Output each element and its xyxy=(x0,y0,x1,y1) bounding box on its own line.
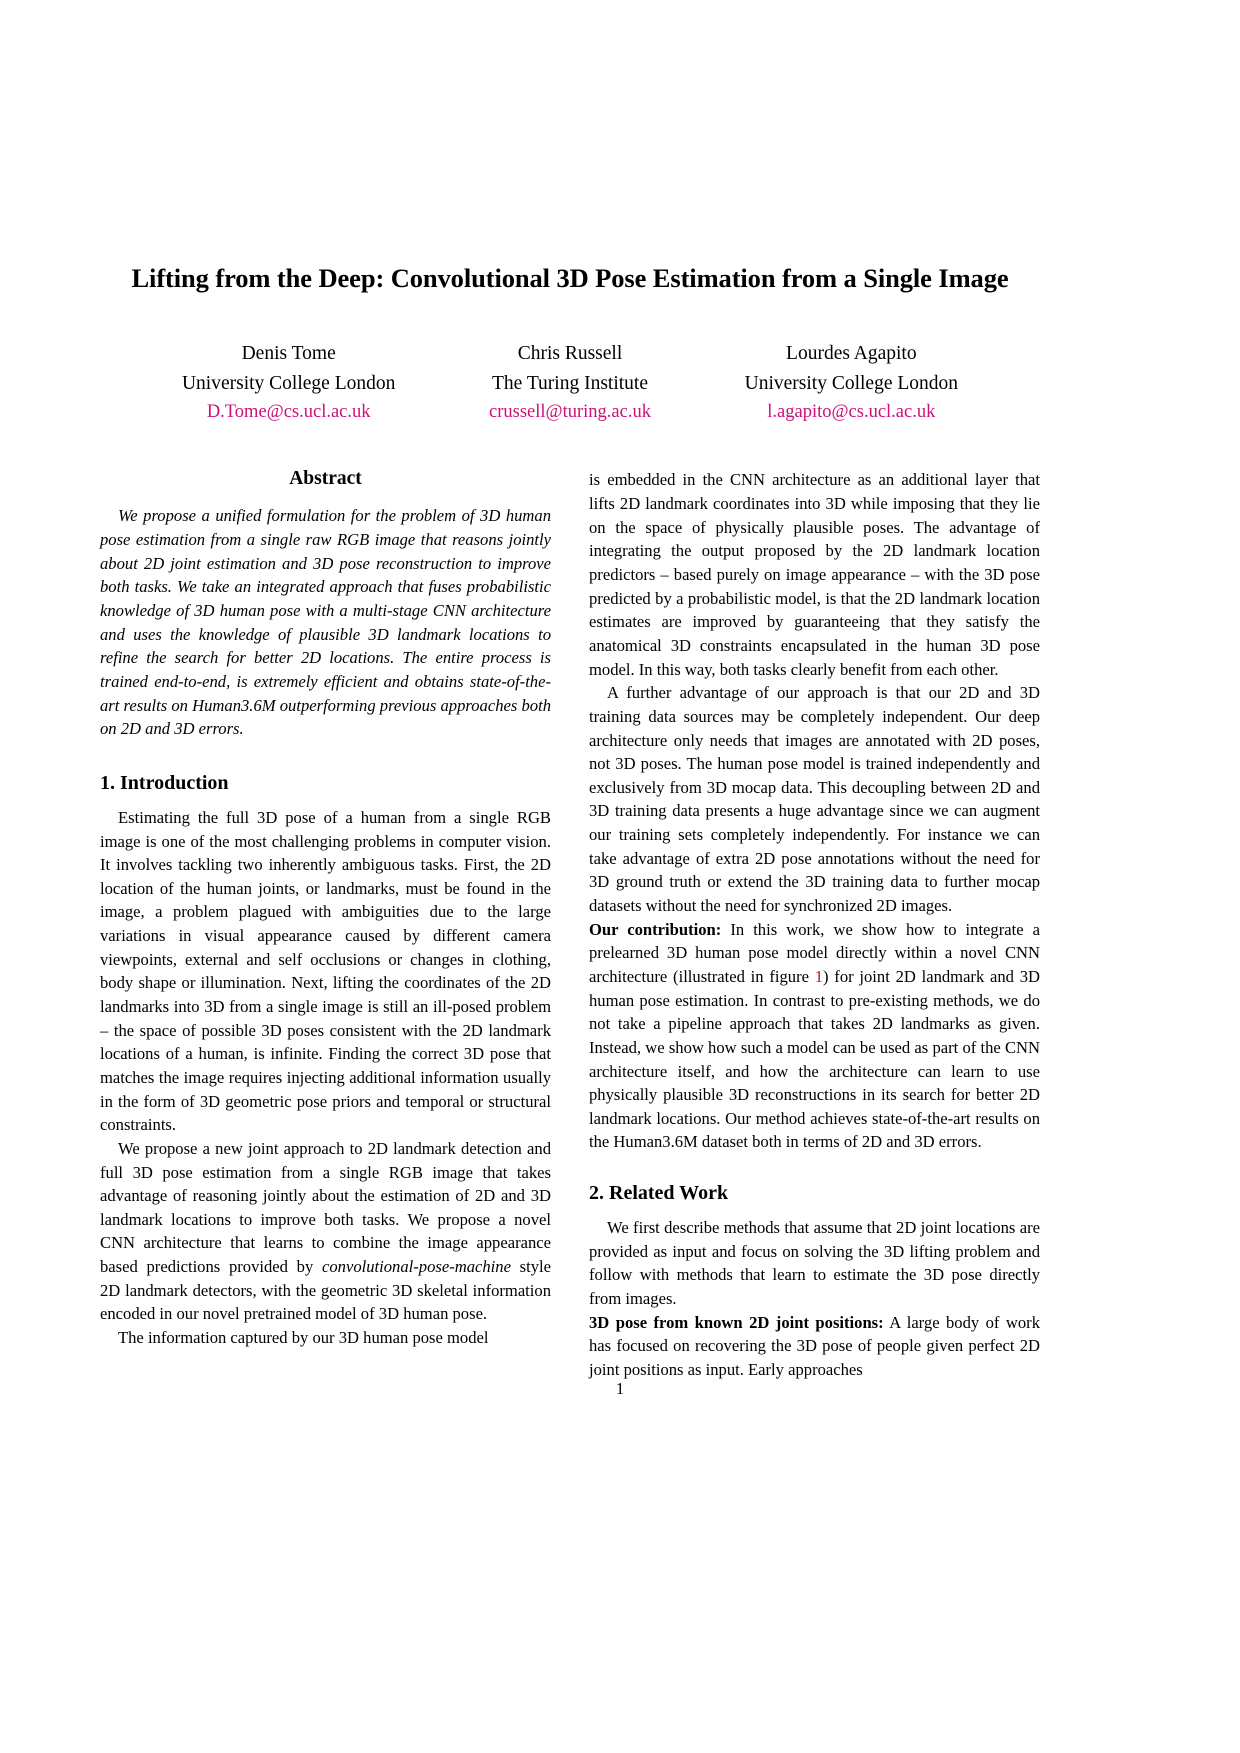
introduction-paragraph-2 xyxy=(100,1137,551,1326)
body-columns xyxy=(100,468,1040,1381)
page-number: 1 xyxy=(615,1379,625,1398)
author-block xyxy=(429,339,710,426)
author-name: Lourdes Agapito xyxy=(786,343,917,365)
paper-content xyxy=(100,262,1040,1382)
author-email[interactable]: l.agapito@cs.ucl.ac.uk xyxy=(767,402,936,423)
author-email[interactable]: crussell@turing.ac.uk xyxy=(489,402,651,423)
author-block xyxy=(148,339,429,426)
page-title: Lifting from the Deep: Convolutional 3D Pose Estimation from a Single Image xyxy=(131,263,1009,293)
related-work-subsection-text: A large body of work has focused on recovering the 3D pose of people given perfect 2D joint positions as input. Early approaches xyxy=(589,1312,1041,1379)
introduction-paragraph-2-part-a: We propose a new joint approach to 2D landmark detection and full 3D pose estimation from a single RGB image that takes advantage of reasoning jointly about the estimation of 2D and 3D landmark locations to improve both tasks. We propose a novel CNN architecture that learns to combine the image appearance based predictions provided by xyxy=(100,1138,551,1277)
left-column xyxy=(100,468,551,1381)
our-contribution-paragraph xyxy=(589,918,1040,1154)
author-list xyxy=(100,339,1040,426)
right-column-paragraph-1: is embedded in the CNN architecture as an additional layer that lifts 2D landmark coordinates into 3D while imposing that they lie on the space of physically plausible poses. The advantage of integrating the output proposed by the 2D landmark location predictors – based purely on image appearance – with the 3D pose predicted by a probabilistic model, is that the 2D landmark location estimates are improved by guaranteeing that they satisfy the anatomical 3D constraints encapsulated in the human 3D pose model. In this way, both tasks clearly benefit from each other. xyxy=(589,470,1040,679)
related-work-subsection-paragraph xyxy=(589,1311,1040,1382)
our-contribution-text-a: In this work, we show how to integrate a prelearned 3D human pose model directly within a novel CNN architecture (illustrated in figure xyxy=(589,919,1040,986)
introduction-paragraph-3: The information captured by our 3D human pose model xyxy=(118,1327,489,1347)
author-affiliation: The Turing Institute xyxy=(491,372,648,394)
related-work-subsection-label: 3D pose from known 2D joint positions: xyxy=(589,1312,884,1332)
author-name: Chris Russell xyxy=(517,343,623,365)
author-name: Denis Tome xyxy=(241,343,336,365)
section-heading-introduction: 1. Introduction xyxy=(100,771,229,794)
our-contribution-text-b: ) for joint 2D landmark and 3D human pose estimation. In contrast to pre-existing methods, we do not take a pipeline approach that takes 2D landmarks as given. Instead, we show how such a model can be used as part of the CNN architecture itself, and how the architecture can learn to use physically plausible 3D reconstructions in its search for better 2D landmark locations. Our method achieves state-of-the-art results on the Human3.6M dataset both in terms of 2D and 3D errors. xyxy=(589,966,1040,1152)
introduction-paragraph-2-emphasis: convolutional-pose-machine xyxy=(322,1257,511,1277)
author-email[interactable]: D.Tome@cs.ucl.ac.uk xyxy=(206,402,371,423)
figure-reference-link[interactable]: 1 xyxy=(814,966,824,986)
our-contribution-label: Our contribution: xyxy=(589,919,722,939)
right-column-paragraph-2: A further advantage of our approach is that our 2D and 3D training data sources may be completely independent. Our deep architecture only needs that images are annotated with 2D poses, not 3D poses. The human pose model is trained independently and exclusively from 3D mocap data. This decoupling between 2D and 3D training data presents a huge advantage since we can augment our training sets completely independently. For instance we can take advantage of extra 2D pose annotations without the need for 3D ground truth or extend the 3D training data to further mocap datasets without the need for synchronized 2D images. xyxy=(589,683,1040,916)
related-work-paragraph-1: We first describe methods that assume that 2D joint locations are provided as input and focus on solving the 3D lifting problem and follow with methods that learn to estimate the 3D pose directly from images. xyxy=(589,1218,1040,1308)
section-heading-related-work: 2. Related Work xyxy=(589,1182,729,1205)
right-column xyxy=(589,468,1040,1381)
abstract-text: We propose a unified formulation for the problem of 3D human pose estimation from a single raw RGB image that reasons jointly about 2D joint estimation and 3D pose reconstruction to improve both tasks. We take an integrated approach that fuses probabilistic knowledge of 3D human pose with a multi-stage CNN architecture and uses the knowledge of plausible 3D landmark locations to refine the search for better 2D locations. The entire process is trained end-to-end, is extremely efficient and obtains state-of-the-art results on Human3.6M outperforming previous approaches both on 2D and 3D errors. xyxy=(100,506,551,739)
introduction-paragraph-2-part-b: style 2D landmark detectors, with the geometric 3D skeletal information encoded in our novel pretrained model of 3D human pose. xyxy=(100,1257,552,1324)
author-affiliation: University College London xyxy=(744,372,959,394)
introduction-paragraph-1: Estimating the full 3D pose of a human from a single RGB image is one of the most challenging problems in computer vision. It involves tackling two inherently ambiguous tasks. First, the 2D location of the human joints, or landmarks, must be found in the image, a problem plagued with ambiguities due to the large variations in visual appearance caused by different camera viewpoints, external and self occlusions or changes in clothing, body shape or illumination. Next, lifting the coordinates of the 2D landmarks into 3D from a single image is still an ill-posed problem – the space of possible 3D poses consistent with the 2D landmark locations of a human, is infinite. Finding the correct 3D pose that matches the image requires injecting additional information usually in the form of 3D geometric pose priors and temporal or structural constraints. xyxy=(100,807,551,1135)
abstract-heading: Abstract xyxy=(289,468,362,490)
author-affiliation: University College London xyxy=(181,372,396,394)
author-block xyxy=(711,339,992,426)
